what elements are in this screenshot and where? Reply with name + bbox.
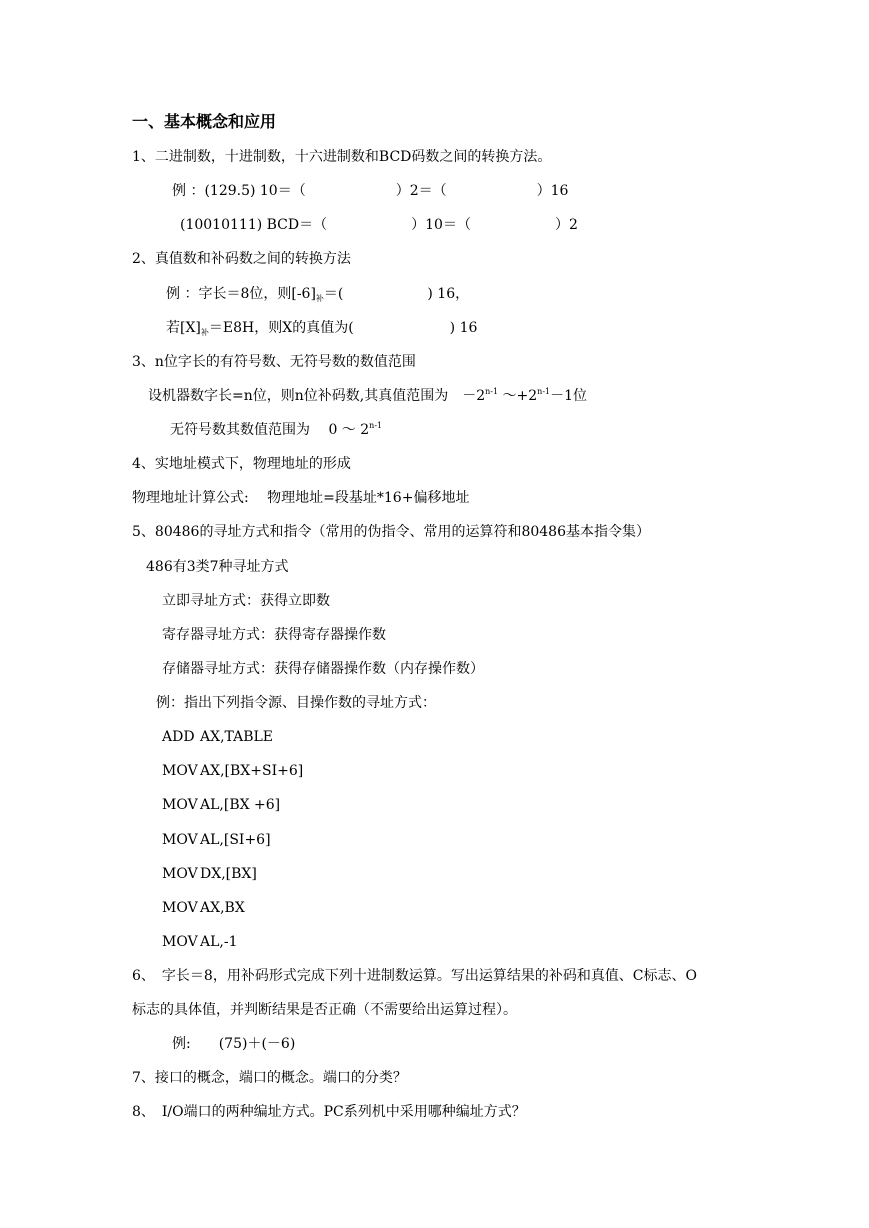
question-1-title: 1、二进制数，十进制数，十六进制数和BCD码数之间的转换方法。 <box>132 149 552 165</box>
section-heading: 一、基本概念和应用 <box>132 112 277 131</box>
instruction-line: MOV AL,[BX +6] <box>162 797 281 813</box>
question-7-title: 7、接口的概念，端口的概念。端口的分类？ <box>132 1070 407 1086</box>
instruction-line: MOV AL,[SI+6] <box>162 832 271 848</box>
question-3-signed-range: 设机器数字长=n位，则n位补码数,其真值范围为 $-2^{n-1}$ $\sim+2^{n-1}-1$位 <box>148 387 588 404</box>
question-4-formula: 物理地址计算公式: 物理地址=段基址*16+偏移地址 <box>132 490 470 506</box>
question-2-title: 2、真值数和补码数之间的转换方法 <box>132 251 351 267</box>
instruction-line: ADD AX,TABLE <box>162 729 274 745</box>
question-3-title: 3、n位字长的有符号数、无符号数的数值范围 <box>132 354 416 370</box>
instruction-line: MOV DX,[BX] <box>162 866 257 882</box>
question-8-title: 8、 I/O端口的两种编址方式。PC系列机中采用哪种编址方式？ <box>132 1104 526 1120</box>
question-6-example: 例: (75)＋(－6) <box>172 1036 296 1052</box>
question-5-example: 例：指出下列指令源、目操作数的寻址方式： <box>156 695 436 711</box>
question-1-example-2: (10010111) BCD＝（ ）10＝（ ）2 <box>180 217 578 233</box>
question-6-line-1: 6、 字长＝8，用补码形式完成下列十进制数运算。写出运算结果的补码和真值、C标志、O <box>132 968 698 984</box>
instruction-line: MOV AL,-1 <box>162 934 238 950</box>
question-5-title: 5、80486的寻址方式和指令（常用的伪指令、常用的运算符和80486基本指令集） <box>132 524 650 540</box>
question-6-line-2: 标志的具体值，并判断结果是否正确（不需要给出运算过程）。 <box>132 1002 517 1018</box>
instruction-line: MOV AX,BX <box>162 900 245 916</box>
question-3-unsigned-range: 无符号数其数值范围为 0 ～ 2$^{n-1}$ <box>170 421 383 438</box>
addressing-mode-immediate: 立即寻址方式：获得立即数 <box>162 593 330 609</box>
instruction-line: MOV AX,[BX+SI+6] <box>162 763 304 779</box>
question-4-title: 4、实地址模式下，物理地址的形成 <box>132 456 351 472</box>
addressing-mode-register: 寄存器寻址方式：获得寄存器操作数 <box>162 627 386 643</box>
addressing-mode-memory: 存储器寻址方式：获得存储器操作数（内存操作数） <box>162 661 484 677</box>
question-2-example-1: 例 ：字长＝8位，则$[-6]_补=$( ) 16， <box>166 286 470 303</box>
question-5-intro: 486有3类7种寻址方式 <box>146 559 289 575</box>
question-1-example-1: 例 ：(129.5) 10＝（ ）2＝（ ）16 <box>172 183 569 199</box>
question-2-example-2: 若$[X]_补=E8H$，则X的真值为( ) 16 <box>166 320 478 337</box>
